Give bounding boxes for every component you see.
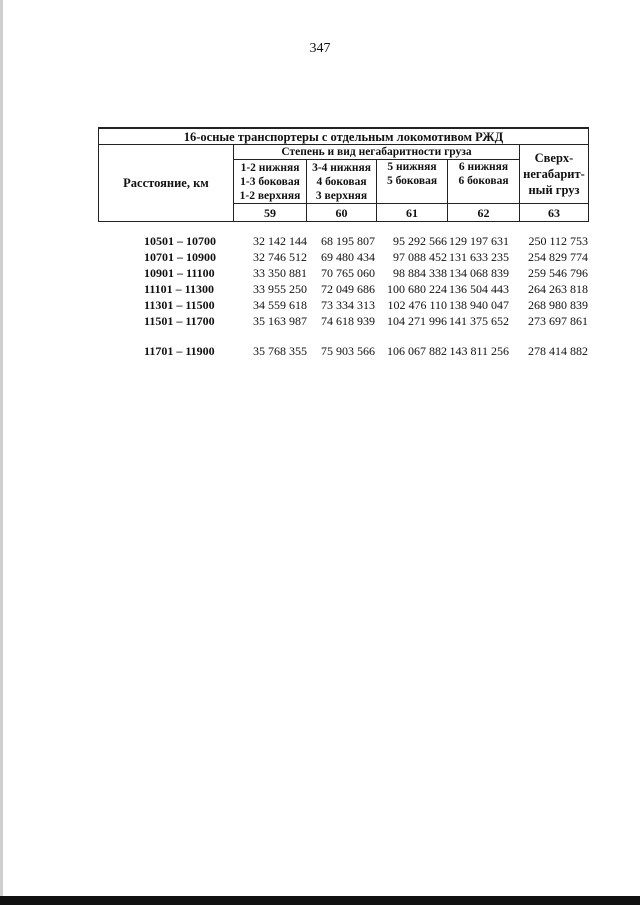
- table-row: [0, 344, 640, 360]
- cell-61: 95 292 566: [393, 234, 447, 248]
- cell-61: 98 884 338: [393, 266, 447, 280]
- column-number-59: 59: [234, 204, 307, 222]
- cell-63: 259 546 796: [528, 266, 588, 280]
- cell-63: 278 414 882: [528, 344, 588, 358]
- table-row: [0, 282, 640, 298]
- row-distance: 11301 – 11500: [144, 298, 215, 312]
- cell-60: 72 049 686: [321, 282, 375, 296]
- table-row: [0, 250, 640, 266]
- gauge-degree-header: Степень и вид негабаритности груза: [234, 145, 520, 160]
- row-distance: 10701 – 10900: [144, 250, 216, 264]
- column-header-59: 1-2 нижняя 1-3 боковая 1-2 верхняя: [234, 160, 307, 204]
- cell-60: 73 334 313: [321, 298, 375, 312]
- cell-60: 70 765 060: [321, 266, 375, 280]
- table-title: 16-осные транспортеры с отдельным локомотивом РЖД: [99, 128, 589, 145]
- column-header-63: Сверх- негабарит- ный груз: [520, 145, 589, 204]
- row-distance: 11101 – 11300: [144, 282, 215, 296]
- scan-bottom-edge: [0, 896, 640, 905]
- cell-61: 104 271 996: [387, 314, 447, 328]
- cell-62: 134 068 839: [449, 266, 509, 280]
- cell-62: 129 197 631: [449, 234, 509, 248]
- cell-60: 68 195 807: [321, 234, 375, 248]
- row-distance: 11701 – 11900: [144, 344, 215, 358]
- scan-edge: [0, 0, 3, 905]
- cell-63: 254 829 774: [528, 250, 588, 264]
- table-row: [0, 266, 640, 282]
- cell-63: 268 980 839: [528, 298, 588, 312]
- column-number-61: 61: [377, 204, 448, 222]
- table-header: [98, 127, 589, 222]
- cell-62: 143 811 256: [449, 344, 509, 358]
- column-header-61: 5 нижняя 5 боковая: [377, 160, 448, 204]
- cell-63: 250 112 753: [528, 234, 588, 248]
- table-row: [0, 298, 640, 314]
- column-header-62: 6 нижняя 6 боковая: [448, 160, 520, 204]
- cell-59: 34 559 618: [253, 298, 307, 312]
- table-row: [0, 234, 640, 250]
- cell-62: 138 940 047: [449, 298, 509, 312]
- cell-61: 97 088 452: [393, 250, 447, 264]
- column-number-60: 60: [307, 204, 377, 222]
- cell-61: 106 067 882: [387, 344, 447, 358]
- cell-59: 35 768 355: [253, 344, 307, 358]
- table-row: [0, 314, 640, 330]
- column-header-60: 3-4 нижняя 4 боковая 3 верхняя: [307, 160, 377, 204]
- column-number-63: 63: [520, 204, 589, 222]
- cell-62: 141 375 652: [449, 314, 509, 328]
- cell-63: 264 263 818: [528, 282, 588, 296]
- cell-60: 69 480 434: [321, 250, 375, 264]
- row-distance: 11501 – 11700: [144, 314, 215, 328]
- cell-61: 100 680 224: [387, 282, 447, 296]
- cell-59: 35 163 987: [253, 314, 307, 328]
- cell-59: 33 955 250: [253, 282, 307, 296]
- distance-header: Расстояние, км: [99, 145, 234, 222]
- cell-62: 131 633 235: [449, 250, 509, 264]
- cell-59: 32 142 144: [253, 234, 307, 248]
- cell-63: 273 697 861: [528, 314, 588, 328]
- cell-60: 75 903 566: [321, 344, 375, 358]
- row-distance: 10901 – 11100: [144, 266, 215, 280]
- cell-59: 33 350 881: [253, 266, 307, 280]
- table-body: [0, 234, 640, 360]
- cell-60: 74 618 939: [321, 314, 375, 328]
- cell-62: 136 504 443: [449, 282, 509, 296]
- page-number: 347: [309, 41, 331, 56]
- cell-59: 32 746 512: [253, 250, 307, 264]
- row-distance: 10501 – 10700: [144, 234, 216, 248]
- cell-61: 102 476 110: [387, 298, 447, 312]
- column-number-62: 62: [448, 204, 520, 222]
